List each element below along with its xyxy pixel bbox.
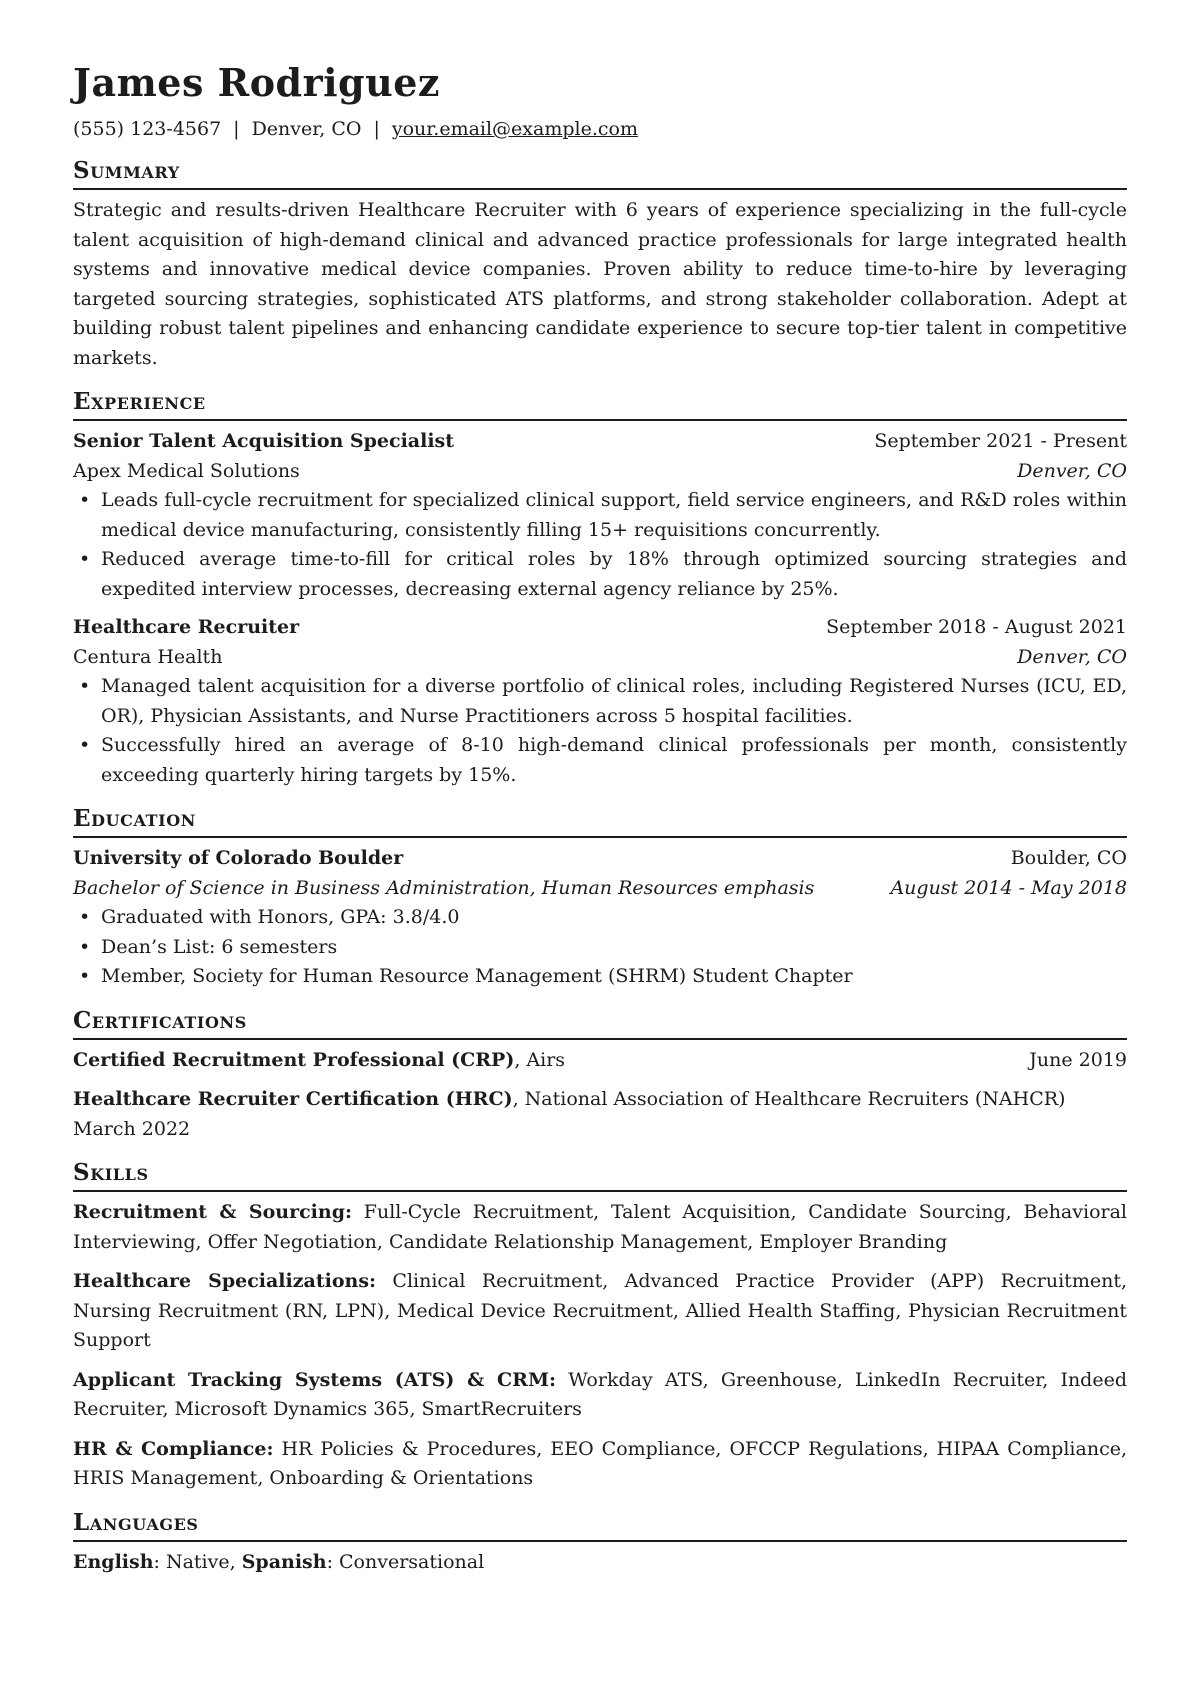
job-dates: September 2018 - August 2021 xyxy=(826,616,1127,638)
job-dates: September 2021 - Present xyxy=(874,430,1127,452)
job-bullet: • Successfully hired an average of 8-10 high-demand clinical professionals per month, consistently exceeding quarterly hiring targets by 15%. xyxy=(73,731,1127,790)
contact-line xyxy=(73,116,1127,142)
education-entry xyxy=(73,844,1127,992)
skill-group-items: Full-Cycle Recruitment, Talent Acquisition, Candidate Sourcing, Behavioral Interviewing, Offer Negotiation, Candidate Relationship Management, Employer Branding xyxy=(73,1201,1127,1253)
skill-group-label: Applicant Tracking Systems (ATS) & CRM: xyxy=(73,1368,556,1391)
job-location: Denver, CO xyxy=(1017,459,1127,482)
skill-group xyxy=(73,1435,1127,1494)
section-heading-certifications: Certifications xyxy=(73,1006,1127,1040)
degree: Bachelor of Science in Business Administration, Human Resources emphasis xyxy=(73,876,815,899)
skill-group-items: HR Policies & Procedures, EEO Compliance, OFCCP Regulations, HIPAA Compliance, HRIS Management, Onboarding & Orientations xyxy=(73,1437,1127,1489)
certification-name: Certified Recruitment Professional (CRP) xyxy=(73,1048,515,1071)
summary-text: Strategic and results-driven Healthcare Recruiter with 6 years of experience specializing in the full-cycle talent acquisition of high-demand clinical and advanced practice professionals for large integrated health systems and innovative medical device companies. Proven ability to reduce time-to-hire by leveraging targeted sourcing strategies, sophisticated ATS platforms, and strong stakeholder collaboration. Adept at building robust talent pipelines and enhancing candidate experience to secure top-tier talent in competitive markets. xyxy=(73,199,1127,369)
skill-group-label: Recruitment & Sourcing: xyxy=(73,1201,353,1223)
certification-item xyxy=(73,1085,1127,1144)
job-bullet: • Reduced average time-to-fill for critical roles by 18% through optimized sourcing strategies and expedited interview processes, decreasing external agency reliance by 25%. xyxy=(73,545,1127,604)
language-level: : Conversational xyxy=(326,1550,485,1573)
location: Denver, CO xyxy=(251,118,362,140)
language-name: English xyxy=(73,1550,154,1573)
skill-group-items: Workday ATS, Greenhouse, LinkedIn Recruiter, Indeed Recruiter, Microsoft Dynamics 365, SmartRecruiters xyxy=(73,1368,1127,1420)
school-name: University of Colorado Boulder xyxy=(73,847,404,869)
school-location: Boulder, CO xyxy=(1010,847,1127,869)
job-company: Centura Health xyxy=(73,645,223,668)
skill-group-label: Healthcare Specializations: xyxy=(73,1270,377,1292)
skill-group-label: HR & Compliance: xyxy=(73,1437,274,1460)
job-entry xyxy=(73,427,1127,604)
section-heading-skills: Skills xyxy=(73,1158,1127,1192)
job-bullet: • Managed talent acquisition for a diverse portfolio of clinical roles, including Registered Nurses (ICU, ED, OR), Physician Assistants, and Nurse Practitioners across 5 hospital facilities. xyxy=(73,672,1127,731)
certification-issuer: , Airs xyxy=(514,1048,566,1071)
education-bullet: • Member, Society for Human Resource Management (SHRM) Student Chapter xyxy=(73,962,1127,992)
language-name: Spanish xyxy=(241,1550,327,1573)
resume-page xyxy=(73,58,1127,1577)
language-level: : Native, xyxy=(153,1550,242,1573)
education-dates: August 2014 - May 2018 xyxy=(890,876,1127,899)
email-link[interactable]: your.email@example.com xyxy=(391,118,638,140)
languages-line xyxy=(73,1548,1127,1578)
candidate-name: James Rodriguez xyxy=(73,60,441,105)
job-company: Apex Medical Solutions xyxy=(73,459,300,482)
job-location: Denver, CO xyxy=(1017,645,1127,668)
section-heading-experience: Experience xyxy=(73,387,1127,421)
section-heading-languages: Languages xyxy=(73,1508,1127,1542)
certification-date: March 2022 xyxy=(73,1117,191,1140)
certification-item xyxy=(73,1046,1127,1076)
job-bullets xyxy=(73,672,1127,790)
section-heading-summary: Summary xyxy=(73,156,1127,190)
certification-name: Healthcare Recruiter Certification (HRC) xyxy=(73,1088,513,1110)
skill-group xyxy=(73,1267,1127,1356)
phone-number: (555) 123-4567 xyxy=(73,118,222,140)
education-bullet: • Dean’s List: 6 semesters xyxy=(73,933,1127,963)
job-bullet: • Leads full-cycle recruitment for specialized clinical support, field service engineers, and R&D roles within medical device manufacturing, consistently filling 15+ requisitions concurrently. xyxy=(73,486,1127,545)
education-bullets xyxy=(73,903,1127,992)
section-heading-education: Education xyxy=(73,804,1127,838)
job-title: Senior Talent Acquisition Specialist xyxy=(73,430,455,452)
certification-date: June 2019 xyxy=(1029,1048,1127,1071)
job-bullets xyxy=(73,486,1127,604)
job-title: Healthcare Recruiter xyxy=(73,616,300,638)
certification-issuer: , National Association of Healthcare Recruiters (NAHCR) xyxy=(512,1088,1066,1110)
job-entry xyxy=(73,613,1127,790)
contact-separator: | xyxy=(233,118,240,140)
education-bullet: • Graduated with Honors, GPA: 3.8/4.0 xyxy=(73,903,1127,933)
skill-group xyxy=(73,1198,1127,1257)
skill-group xyxy=(73,1366,1127,1425)
skill-group-items: Clinical Recruitment, Advanced Practice Provider (APP) Recruitment, Nursing Recruitment (RN, LPN), Medical Device Recruitment, Allied Health Staffing, Physician Recruitment Support xyxy=(73,1270,1127,1351)
contact-separator: | xyxy=(373,118,380,140)
